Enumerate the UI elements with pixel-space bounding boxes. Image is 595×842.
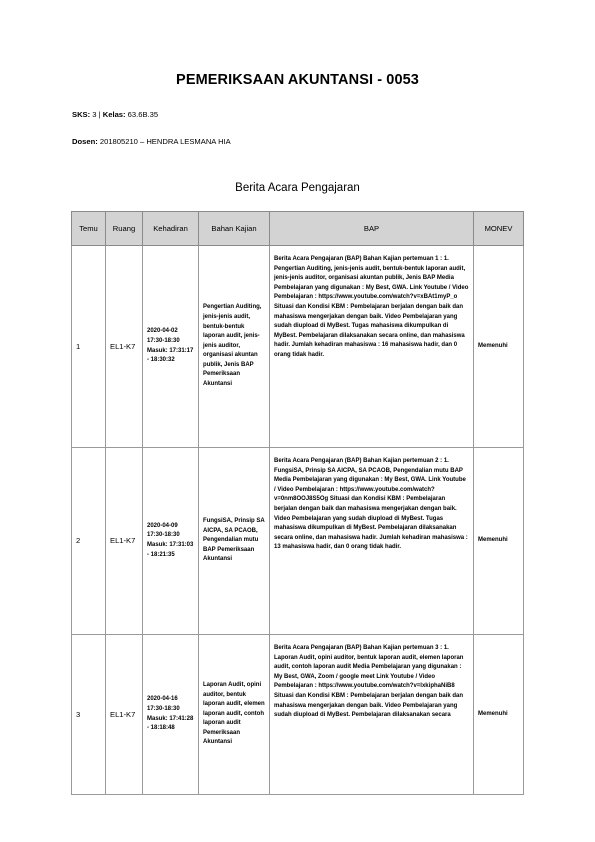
- cell-ruang: EL1-K7: [106, 635, 143, 795]
- lecturer-info: [72, 137, 231, 146]
- sks-label: SKS:: [72, 110, 91, 119]
- header-temu: Temu: [72, 212, 106, 246]
- cell-bap: [270, 635, 474, 795]
- cell-kehadiran: 2020-04-02 17:30-18:30 Masuk: 17:31:17 - 18:30:32: [143, 246, 199, 448]
- cell-temu: 3: [72, 635, 106, 795]
- cell-ruang: EL1-K7: [106, 448, 143, 635]
- table-header-row: [72, 212, 524, 246]
- table-row: [72, 246, 524, 448]
- section-title: Berita Acara Pengajaran: [235, 182, 360, 194]
- cell-kehadiran: 2020-04-09 17:30-18:30 Masuk: 17:31:03 - 18:21:35: [143, 448, 199, 635]
- dosen-label: Dosen:: [72, 137, 98, 146]
- cell-bahan-kajian: Pengertian Auditing, jenis-jenis audit, bentuk-bentuk laporan audit, jenis-jenis auditor, organisasi akuntan publik, Jenis BAP Pemeriksaan Akuntansi: [199, 246, 270, 448]
- cell-bap: Berita Acara Pengajaran (BAP) Bahan Kajian pertemuan 2 : 1. FungsiSA, Prinsip SA AICPA, SA PCAOB, Pengendalian mutu BAP Media Pembelajaran yang digunakan : My Best, GWA. Link Youtube / Video Pembelajaran : https://www.youtube.com/watch?v=0nm8OOJ8S5Og Situasi dan Kondisi KBM : Pembelajaran berjalan dengan baik dan mahasiswa mengerjakan dengan baik. Video Pembelajaran yang sudah diupload di MyBest. Tugas mahasiswa dikumpulkan di MyBest. Pembelajaran dilaksanakan secara online, dan mahasiswa hadir. Jumlah kehadiran mahasiswa : 13 mahasiswa hadir, dan 0 orang tidak hadir.: [270, 448, 474, 635]
- cell-temu: 1: [72, 246, 106, 448]
- course-info: [72, 110, 158, 119]
- dosen-value: 201805210 – HENDRA LESMANA HIA: [99, 137, 231, 146]
- header-kehadiran: Kehadiran: [143, 212, 199, 246]
- kelas-value: 63.6B.35: [127, 110, 159, 119]
- header-bap: BAP: [270, 212, 474, 246]
- cell-kehadiran: 2020-04-16 17:30-18:30 Masuk: 17:41:28 - 18:18:48: [143, 635, 199, 795]
- cell-bahan-kajian: FungsiSA, Prinsip SA AICPA, SA PCAOB, Pengendalian mutu BAP Pemeriksaan Akuntansi: [199, 448, 270, 635]
- sks-value: 3: [92, 110, 97, 119]
- cell-monev: Memenuhi: [474, 448, 524, 635]
- table-row: [72, 448, 524, 635]
- kelas-label: Kelas:: [102, 110, 126, 119]
- header-monev: MONEV: [474, 212, 524, 246]
- separator: |: [98, 110, 101, 119]
- cell-bap-text: Berita Acara Pengajaran (BAP) Bahan Kajian pertemuan 3 : 1. Laporan Audit, opini auditor, bentuk laporan audit, elemen laporan audit, contoh laporan audit Media Pembelajaran yang digunakan : My Best, GWA, Zoom / google meet Link Youtube / Video Pembelajaran : https://www.youtube.com/watch?v=lxkiphaNiB8 Situasi dan Kondisi KBM : Pembelajaran berjalan dengan baik dan mahasiswa mengerjakan dengan baik. Video Pembelajaran yang sudah diupload di MyBest. Pembelajaran dilaksanakan secara: [274, 645, 464, 719]
- cell-monev: Memenuhi: [474, 246, 524, 448]
- cell-monev: Memenuhi: [474, 635, 524, 795]
- header-bahan-kajian: Bahan Kajian: [199, 212, 270, 246]
- cell-bahan-kajian: Laporan Audit, opini auditor, bentuk laporan audit, elemen laporan audit, contoh laporan audit Pemeriksaan Akuntansi: [199, 635, 270, 795]
- header-ruang: Ruang: [106, 212, 143, 246]
- table-row: [72, 635, 524, 795]
- cell-ruang: EL1-K7: [106, 246, 143, 448]
- bap-table: [71, 211, 524, 795]
- cell-bap: Berita Acara Pengajaran (BAP) Bahan Kajian pertemuan 1 : 1. Pengertian Auditing, jenis-jenis audit, bentuk-bentuk laporan audit, jenis-jenis auditor, organisasi akuntan publik, Jenis BAP Media Pembelajaran yang digunakan : My Best, GWA. Link Youtube / Video Pembelajaran : https://www.youtube.com/watch?v=xBAt1myP_o Situasi dan Kondisi KBM : Pembelajaran berjalan dengan baik dan mahasiswa mengerjakan dengan baik. Video Pembelajaran yang sudah diupload di MyBest. Tugas mahasiswa dikumpulkan di MyBest. Pembelajaran dilaksanakan secara online, dan mahasiswa hadir. Jumlah kehadiran mahasiswa : 16 mahasiswa hadir, dan 0 orang tidak hadir.: [270, 246, 474, 448]
- page-title: PEMERIKSAAN AKUNTANSI - 0053: [176, 72, 419, 88]
- cell-temu: 2: [72, 448, 106, 635]
